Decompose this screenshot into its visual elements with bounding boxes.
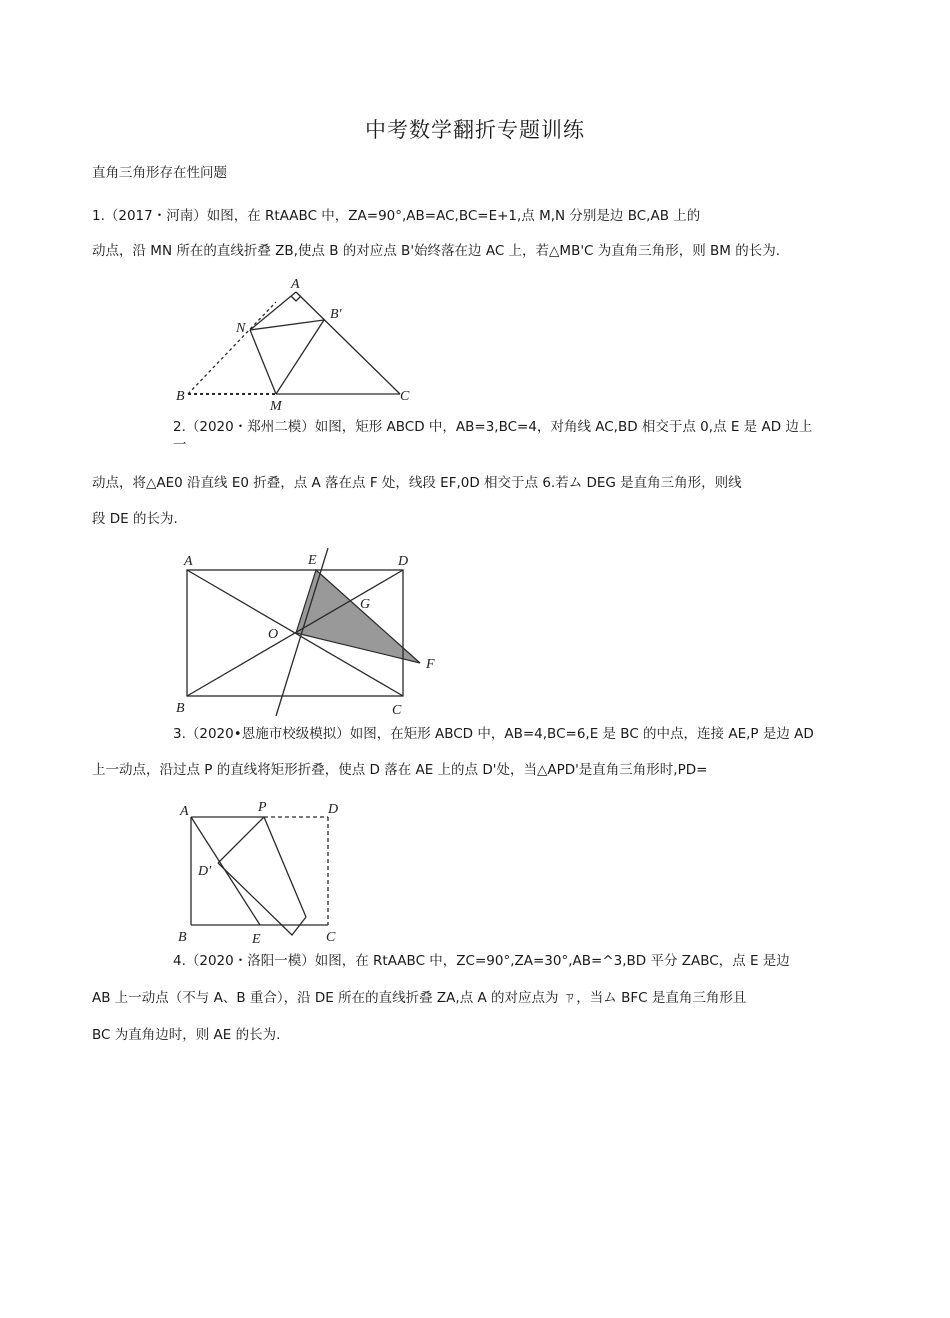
label-b-prime: B' — [330, 307, 342, 322]
page-title: 中考数学翻折专题训练 — [365, 118, 585, 142]
label-d-prime: D' — [198, 864, 212, 879]
problem-3-line-2: 上一动点，沿过点 P 的直线将矩形折叠，使点 D 落在 AE 上的点 D'处，当△APD'是直角三角形时,PD= — [92, 762, 708, 778]
label-c: C — [326, 930, 336, 945]
problem-1-line-2: 动点，沿 MN 所在的直线折叠 ZB,使点 B 的对应点 B'始终落在边 AC 上，若△MB'C 为直角三角形，则 BM 的长为. — [92, 243, 781, 259]
problem-2-line-1: 2.（2020・郑州二模）如图，矩形 ABCD 中，AB=3,BC=4，对角线 AC,BD 相交于点 0,点 E 是 AD 边上 — [173, 419, 813, 435]
label-c: C — [392, 703, 402, 718]
shaded-triangle-efo — [296, 570, 420, 663]
fold-line-bn — [188, 302, 276, 394]
label-b: B — [176, 389, 185, 404]
label-n: N — [236, 321, 246, 336]
problem-2-line-2: 一 — [173, 437, 187, 453]
problem-4-line-1: 4.（2020・洛阳一模）如图，在 RtAABC 中，ZC=90°,ZA=30°,AB=^3,BD 平分 ZABC，点 E 是边 — [173, 953, 790, 969]
problem-2-figure — [170, 548, 450, 718]
label-p: P — [258, 800, 267, 815]
label-c: C — [400, 389, 410, 404]
label-f: F — [426, 657, 435, 672]
label-m: M — [270, 399, 282, 412]
label-b: B — [178, 930, 187, 945]
problem-2-line-4: 段 DE 的长为. — [92, 511, 178, 527]
label-e: E — [308, 553, 317, 568]
segment-mb-prime — [276, 320, 324, 394]
problem-3-line-1: 3.（2020•恩施市校级模拟）如图，在矩形 ABCD 中，AB=4,BC=6,E 是 BC 的中点，连接 AE,P 是边 AD — [173, 726, 814, 742]
label-d: D — [328, 802, 339, 817]
label-b: B — [176, 701, 185, 716]
label-d: D — [398, 554, 409, 569]
problem-4-line-3: BC 为直角边时，则 AE 的长为. — [92, 1027, 281, 1043]
problem-3-figure — [170, 795, 360, 950]
problem-4-line-2: AB 上一动点（不与 A、B 重合），沿 DE 所在的直线折叠 ZA,点 A 的对应点为 ㄗ，当ム BFC 是直角三角形且 — [92, 990, 747, 1006]
label-a: A — [184, 554, 193, 569]
fold-line — [264, 817, 306, 917]
problem-1-line-1: 1.（2017・河南）如图，在 RtAABC 中，ZA=90°,AB=AC,BC=E+1,点 M,N 分别是边 BC,AB 上的 — [92, 208, 701, 224]
segment-pd-prime — [218, 817, 264, 863]
right-angle-mark — [291, 296, 301, 301]
folded-flap — [218, 863, 306, 935]
label-a: A — [291, 277, 300, 292]
segment-ac — [296, 292, 400, 394]
problem-2-line-3: 动点，将△AE0 沿直线 E0 折叠，点 A 落在点 F 处，线段 EF,0D 相交于点 6.若ム DEG 是直角三角形，则线 — [92, 475, 742, 491]
label-a: A — [180, 804, 189, 819]
problem-1-figure — [170, 272, 420, 412]
label-g: G — [360, 597, 371, 612]
section-heading: 直角三角形存在性问题 — [92, 165, 227, 181]
label-o: O — [268, 627, 279, 642]
fold-mn — [250, 330, 276, 394]
label-e: E — [252, 932, 261, 947]
